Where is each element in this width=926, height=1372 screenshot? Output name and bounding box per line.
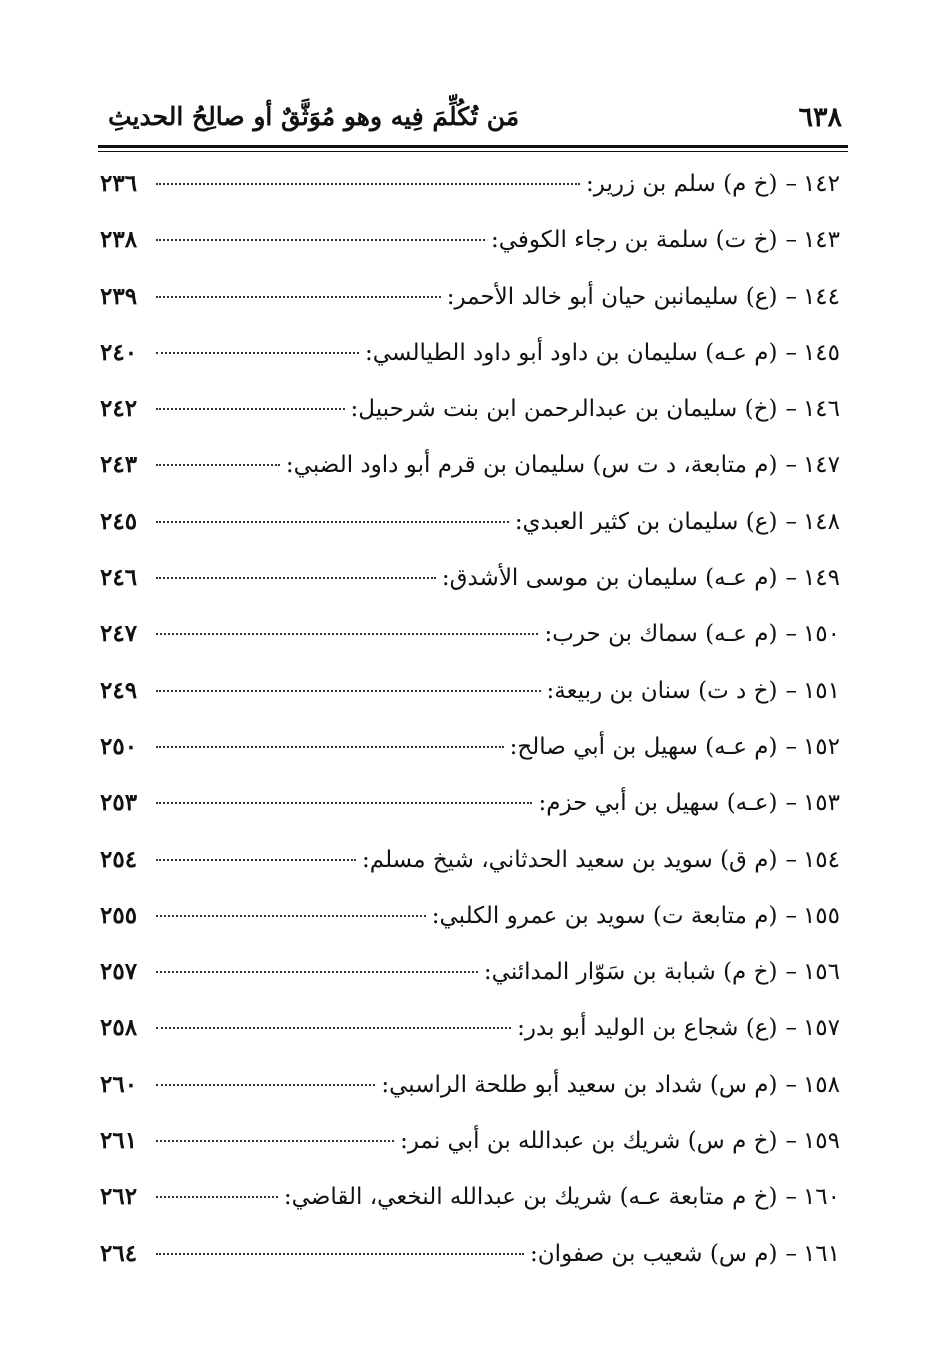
- dot-leader: [156, 859, 356, 861]
- dot-leader: [156, 296, 441, 298]
- entry-page-number: ٢٥٣: [100, 789, 138, 817]
- entry-dash: –: [785, 1128, 797, 1155]
- entry-dash: –: [785, 565, 797, 592]
- entry-page-number: ٢٥٠: [100, 732, 138, 760]
- dot-leader: [156, 746, 504, 748]
- entry-page-number: ٢٤٠: [100, 338, 138, 366]
- entry-number: ١٤٣: [802, 227, 840, 254]
- dot-leader: [156, 915, 426, 917]
- entry-page-number: ٢٤٥: [100, 507, 138, 535]
- toc-entry-144: [100, 283, 840, 339]
- dot-leader: [156, 633, 538, 635]
- toc-entry-154: [100, 846, 840, 902]
- dot-leader: [156, 577, 436, 579]
- entry-number: ١٥٧: [802, 1015, 840, 1042]
- entry-dash: –: [785, 790, 797, 817]
- toc-entry-155: [100, 902, 840, 958]
- dot-leader: [156, 239, 485, 241]
- entry-name: (م عـه) سهيل بن أبي صالح:: [509, 733, 778, 760]
- entry-dash: –: [785, 959, 797, 986]
- entry-dash: –: [785, 846, 797, 873]
- entry-number: ١٥٢: [802, 733, 840, 760]
- entry-name: (ع) سليمان بن كثير العبدي:: [514, 508, 778, 535]
- dot-leader: [156, 1084, 375, 1086]
- entry-dash: –: [785, 1071, 797, 1098]
- entry-dash: –: [785, 452, 797, 479]
- entry-name: (م عـه) سليمان بن موسى الأشدق:: [441, 565, 778, 592]
- entry-name: (م س) شداد بن سعيد أبو طلحة الراسبي:: [381, 1071, 778, 1098]
- toc-entry-149: [100, 564, 840, 620]
- entry-number: ١٥٦: [802, 959, 840, 986]
- entry-name: (خ م متابعة عـه) شريك بن عبدالله النخعي، القاضي:: [283, 1184, 778, 1211]
- entry-dash: –: [785, 1240, 797, 1267]
- toc-entry-158: [100, 1071, 840, 1127]
- header-rule-thin: [98, 151, 848, 152]
- entry-name: (م س) شعيب بن صفوان:: [530, 1240, 778, 1267]
- entry-number: ١٤٨: [802, 508, 840, 535]
- entry-name: (م عـه) سماك بن حرب:: [544, 621, 778, 648]
- entry-dash: –: [785, 677, 797, 704]
- toc-entry-151: [100, 677, 840, 733]
- entry-page-number: ٢٣٦: [100, 170, 138, 197]
- entry-dash: –: [785, 1015, 797, 1042]
- toc-entry-145: [100, 339, 840, 395]
- entry-page-number: ٢٣٩: [100, 282, 138, 310]
- entry-number: ١٤٩: [802, 565, 840, 592]
- entry-number: ١٥٨: [802, 1071, 840, 1098]
- entry-dash: –: [785, 621, 797, 648]
- entry-name: (خ د ت) سنان بن ربيعة:: [546, 677, 778, 704]
- toc-entry-159: [100, 1127, 840, 1183]
- dot-leader: [156, 1196, 278, 1198]
- entry-name: (خ م) شبابة بن سَوّار المدائني:: [483, 959, 778, 986]
- entry-page-number: ٢٤٣: [100, 451, 138, 479]
- toc-entry-146: [100, 395, 840, 451]
- toc-entry-142: [100, 170, 840, 226]
- entry-dash: –: [785, 508, 797, 535]
- dot-leader: [156, 464, 280, 466]
- dot-leader: [156, 408, 345, 410]
- table-of-contents: [100, 170, 840, 1296]
- toc-entry-148: [100, 508, 840, 564]
- entry-page-number: ٢٦٠: [100, 1070, 138, 1098]
- entry-number: ١٥٥: [802, 902, 840, 929]
- entry-name: (م متابعة ت) سويد بن عمرو الكلبي:: [431, 902, 778, 929]
- dot-leader: [156, 183, 580, 185]
- entry-dash: –: [785, 339, 797, 366]
- entry-number: ١٥٣: [802, 790, 840, 817]
- entry-dash: –: [785, 227, 797, 254]
- dot-leader: [156, 971, 478, 973]
- dot-leader: [156, 521, 509, 523]
- dot-leader: [156, 1027, 511, 1029]
- entry-number: ١٤٢: [802, 171, 840, 197]
- page-number: ٦٣٨: [798, 102, 842, 133]
- entry-number: ١٥٩: [802, 1128, 840, 1155]
- entry-number: ١٤٦: [802, 396, 840, 423]
- dot-leader: [156, 1140, 394, 1142]
- header-rule-thick: [98, 145, 848, 148]
- entry-number: ١٥٠: [802, 621, 840, 648]
- toc-entry-152: [100, 733, 840, 789]
- entry-dash: –: [785, 733, 797, 760]
- entry-number: ١٤٧: [802, 452, 840, 479]
- entry-number: ١٦١: [802, 1240, 840, 1267]
- page-header: [100, 96, 848, 140]
- entry-dash: –: [785, 283, 797, 310]
- toc-entry-161: [100, 1240, 840, 1296]
- entry-name: (خ م س) شريك بن عبدالله بن أبي نمر:: [400, 1128, 778, 1155]
- entry-number: ١٤٤: [802, 283, 840, 310]
- entry-dash: –: [785, 1184, 797, 1211]
- entry-name: (عـه) سهيل بن أبي حزم:: [538, 790, 778, 817]
- toc-entry-160: [100, 1183, 840, 1239]
- entry-page-number: ٢٦١: [100, 1127, 138, 1155]
- dot-leader: [156, 352, 359, 354]
- entry-dash: –: [785, 396, 797, 423]
- toc-entry-153: [100, 789, 840, 845]
- entry-page-number: ٢٣٨: [100, 226, 138, 254]
- entry-name: (ع) سليمانبن حيان أبو خالد الأحمر:: [446, 283, 778, 310]
- toc-entry-147: [100, 451, 840, 507]
- entry-page-number: ٢٥٧: [100, 958, 138, 986]
- entry-dash: –: [785, 902, 797, 929]
- toc-entry-156: [100, 958, 840, 1014]
- entry-page-number: ٢٤٩: [100, 676, 138, 704]
- entry-page-number: ٢٥٥: [100, 901, 138, 929]
- toc-entry-150: [100, 620, 840, 676]
- toc-entry-143: [100, 226, 840, 282]
- entry-name: (خ م) سلم بن زرير:: [586, 171, 778, 197]
- entry-number: ١٥١: [802, 677, 840, 704]
- entry-page-number: ٢٥٨: [100, 1014, 138, 1042]
- entry-name: (خ) سليمان بن عبدالرحمن ابن بنت شرحبيل:: [350, 396, 778, 423]
- dot-leader: [156, 802, 532, 804]
- entry-number: ١٦٠: [802, 1184, 840, 1211]
- entry-page-number: ٢٦٤: [100, 1239, 138, 1267]
- entry-name: (ع) شجاع بن الوليد أبو بدر:: [517, 1015, 778, 1042]
- dot-leader: [156, 690, 541, 692]
- entry-page-number: ٢٤٦: [100, 564, 138, 592]
- entry-page-number: ٢٦٢: [100, 1183, 138, 1211]
- entry-page-number: ٢٤٧: [100, 620, 138, 648]
- dot-leader: [156, 1253, 524, 1255]
- entry-name: (م متابعة، د ت س) سليمان بن قرم أبو داود الضبي:: [285, 452, 778, 479]
- entry-name: (خ ت) سلمة بن رجاء الكوفي:: [490, 227, 778, 254]
- entry-page-number: ٢٥٤: [100, 845, 138, 873]
- running-title: مَن تُكُلِّمَ فِيه وهو مُوَثَّقٌ أو صالِحُ الحديثِ: [108, 102, 520, 131]
- entry-dash: –: [785, 171, 797, 197]
- entry-number: ١٤٥: [802, 339, 840, 366]
- toc-entry-157: [100, 1014, 840, 1070]
- entry-page-number: ٢٤٢: [100, 395, 138, 423]
- entry-name: (م عـه) سليمان بن داود أبو داود الطيالسي:: [365, 339, 778, 366]
- entry-name: (م ق) سويد بن سعيد الحدثاني، شيخ مسلم:: [362, 846, 778, 873]
- entry-number: ١٥٤: [802, 846, 840, 873]
